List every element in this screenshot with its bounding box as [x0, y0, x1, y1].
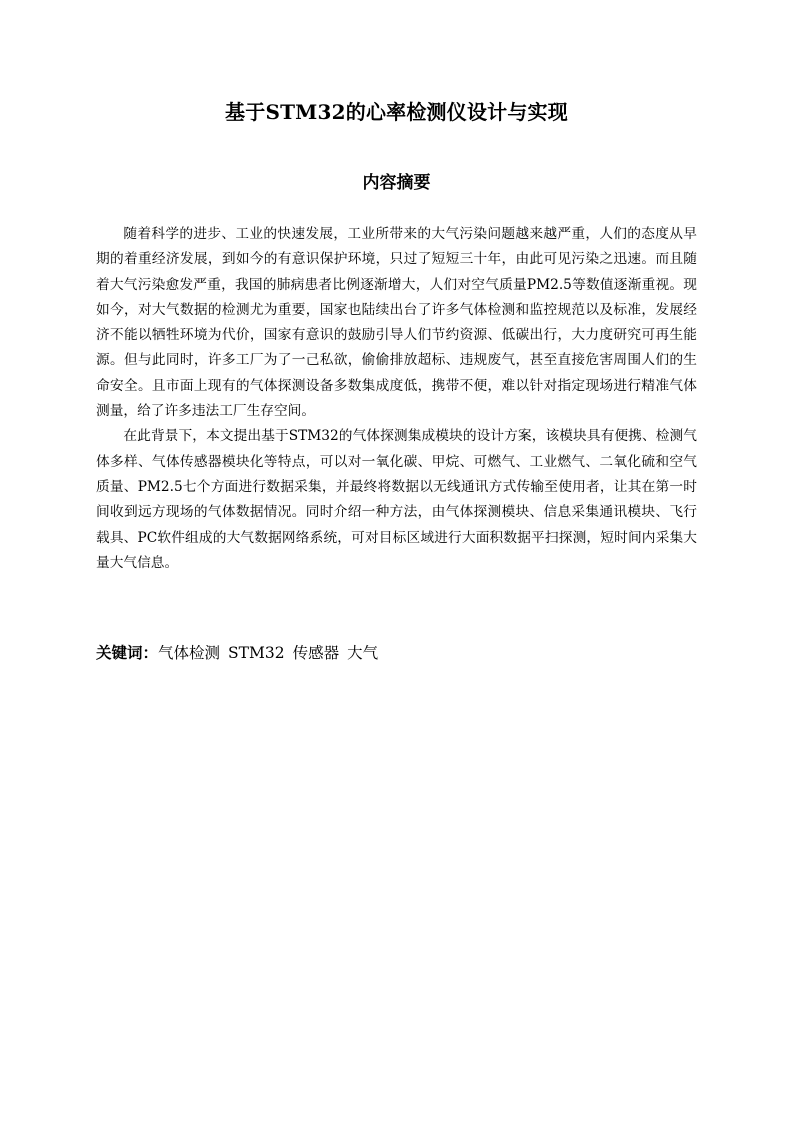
- abstract-paragraph-2: 在此背景下，本文提出基于STM32的气体探测集成模块的设计方案，该模块具有便携、检测气体多样、气体传感器模块化等特点，可以对一氧化碳、甲烷、可燃气、工业燃气、二氧化硫和空气质量、PM2.5七个方面进行数据采集，并最终将数据以无线通讯方式传输至使用者，让其在第一时间收到远方现场的气体数据情况。同时介绍一种方法，由气体探测模块、信息采集通讯模块、飞行载具、PC软件组成的大气数据网络系统，可对目标区域进行大面积数据平扫探测，短时间内采集大量大气信息。: [96, 428, 697, 571]
- abstract-heading: 内容摘要: [362, 173, 431, 193]
- abstract-paragraph-1: 随着科学的进步、工业的快速发展，工业所带来的大气污染问题越来越严重，人们的态度从早期的着重经济发展，到如今的有意识保护环境，只过了短短三十年，由此可见污染之迅速。而且随着大气污染愈发严重，我国的肺病患者比例逐渐增大，人们对空气质量PM2.5等数值逐渐重视。现如今，对大气数据的检测尤为重要，国家也陆续出台了许多气体检测和监控规范以及标准，发展经济不能以牺牲环境为代价，国家有意识的鼓励引导人们节约资源、低碳出行，大力度研究可再生能源。但与此同时，许多工厂为了一己私欲，偷偷排放超标、违规废气，甚至直接危害周围人们的生命安全。且市面上现有的气体探测设备多数集成度低，携带不便，难以针对指定现场进行精准气体测量，给了许多违法工厂生存空间。: [96, 226, 697, 420]
- keyword-item: 气体检测: [158, 644, 221, 662]
- keyword-item: STM32: [228, 644, 285, 662]
- keyword-item: 大气: [347, 644, 379, 662]
- keyword-item: 传感器: [292, 644, 340, 662]
- keywords-line: [96, 640, 697, 666]
- keywords-label: 关键词：: [96, 643, 159, 662]
- page-title: 基于STM32的心率检测仪设计与实现: [225, 100, 568, 124]
- abstract-body: [96, 222, 697, 576]
